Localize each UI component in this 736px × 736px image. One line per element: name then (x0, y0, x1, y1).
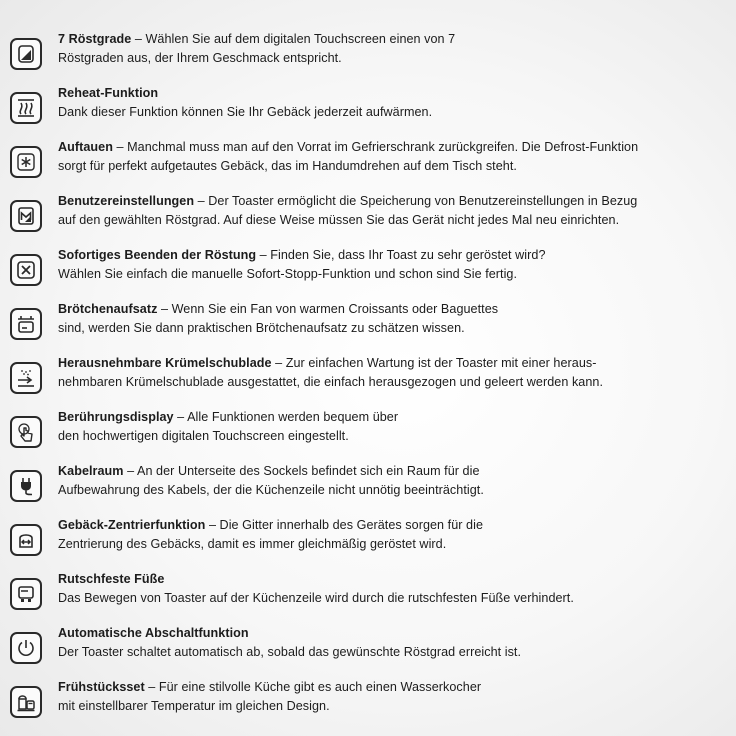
feature-item-fruehstuecksset (10, 678, 732, 724)
stop-x-icon (10, 254, 42, 286)
feature-text (58, 192, 734, 229)
feature-text (58, 462, 734, 499)
feature-text (58, 624, 734, 661)
feature-desc-line1: – Wählen Sie auf dem digitalen Touchscreen einen von 7 (131, 32, 456, 46)
feature-text (58, 570, 734, 607)
feature-desc-line2: nehmbaren Krümelschublade ausgestattet, die einfach herausgezogen und geleert werden kann. (58, 374, 603, 389)
feature-desc-line1: – Alle Funktionen werden bequem über (173, 410, 399, 424)
feature-desc-line1: – Manchmal muss man auf den Vorrat im Gefrierschrank zurückgreifen. Die Defrost-Funktion (112, 140, 639, 154)
feature-title: Reheat-Funktion (58, 86, 159, 100)
feature-item-beruehrungsdisplay (10, 408, 732, 454)
feature-text (58, 408, 734, 445)
feature-item-zentrierfunktion (10, 516, 732, 562)
feature-desc-line2: Wählen Sie einfach die manuelle Sofort-Stopp-Funktion und schon sind Sie fertig. (58, 266, 518, 281)
feature-item-benutzereinstellungen (10, 192, 732, 238)
feature-desc-line1: – Für eine stilvolle Küche gibt es auch einen Wasserkocher (144, 680, 482, 694)
feature-title: Sofortiges Beenden der Röstung (58, 248, 257, 262)
feature-title: Auftauen (58, 140, 113, 154)
toaster-feet-icon (10, 578, 42, 610)
auto-off-icon (10, 632, 42, 664)
feature-desc-line1: – Der Toaster ermöglicht die Speicherung von Benutzereinstellungen in Bezug (194, 194, 638, 208)
feature-desc-line2: Dank dieser Funktion können Sie Ihr Gebäck jederzeit aufwärmen. (58, 104, 433, 119)
feature-item-rutschfeste-fuesse (10, 570, 732, 616)
memory-icon (10, 200, 42, 232)
breakfast-set-icon (10, 686, 42, 718)
feature-item-kabelraum (10, 462, 732, 508)
feature-desc-line2: Der Toaster schaltet automatisch ab, sobald das gewünschte Röstgrad erreicht ist. (58, 644, 522, 659)
touch-hand-icon (10, 416, 42, 448)
feature-item-broetchenaufsatz (10, 300, 732, 346)
feature-text (58, 84, 734, 121)
feature-item-reheat (10, 84, 732, 130)
feature-title: Rutschfeste Füße (58, 572, 165, 586)
feature-text (58, 138, 734, 175)
feature-title: Automatische Abschaltfunktion (58, 626, 249, 640)
heat-waves-icon (10, 92, 42, 124)
feature-text (58, 354, 734, 391)
feature-desc-line2: auf den gewählten Röstgrad. Auf diese Weise müssen Sie das Gerät nicht jedes Mal neu einrichten. (58, 212, 620, 227)
feature-item-roestgrade (10, 30, 732, 76)
feature-title: Kabelraum (58, 464, 124, 478)
feature-item-auftauen (10, 138, 732, 184)
feature-item-abschaltfunktion (10, 624, 732, 670)
feature-desc-line2: Das Bewegen von Toaster auf der Küchenzeile wird durch die rutschfesten Füße verhindert. (58, 590, 574, 605)
toast-shade-icon (10, 38, 42, 70)
feature-desc-line1: – An der Unterseite des Sockels befindet sich ein Raum für die (123, 464, 480, 478)
feature-desc-line2: sorgt für perfekt aufgetautes Gebäck, das im Handumdrehen auf dem Tisch steht. (58, 158, 517, 173)
bun-warmer-icon (10, 308, 42, 340)
feature-title: Berührungsdisplay (58, 410, 174, 424)
feature-desc-line2: Zentrierung des Gebäcks, damit es immer gleichmäßig geröstet wird. (58, 536, 447, 551)
feature-desc-line2: mit einstellbarer Temperatur im gleichen Design. (58, 698, 330, 713)
feature-title: 7 Röstgrade (58, 32, 132, 46)
feature-text (58, 678, 734, 715)
feature-desc-line2: Aufbewahrung des Kabels, der die Küchenzeile nicht unnötig beeinträchtigt. (58, 482, 484, 497)
feature-desc-line1: – Finden Sie, dass Ihr Toast zu sehr geröstet wird? (256, 248, 546, 262)
feature-text (58, 300, 734, 337)
feature-desc-line1: – Wenn Sie ein Fan von warmen Croissants oder Baguettes (157, 302, 499, 316)
centering-arrows-icon (10, 524, 42, 556)
feature-text (58, 246, 734, 283)
feature-desc-line2: sind, werden Sie dann praktischen Brötchenaufsatz zu schätzen wissen. (58, 320, 465, 335)
feature-title: Herausnehmbare Krümelschublade (58, 356, 272, 370)
feature-desc-line2: den hochwertigen digitalen Touchscreen eingestellt. (58, 428, 349, 443)
feature-title: Benutzereinstellungen (58, 194, 195, 208)
crumb-tray-icon (10, 362, 42, 394)
feature-title: Gebäck-Zentrierfunktion (58, 518, 206, 532)
feature-title: Frühstücksset (58, 680, 145, 694)
feature-text (58, 30, 734, 67)
feature-desc-line1: – Die Gitter innerhalb des Gerätes sorgen für die (205, 518, 484, 532)
feature-title: Brötchenaufsatz (58, 302, 158, 316)
feature-item-kruemelschublade (10, 354, 732, 400)
feature-item-sofort-stopp (10, 246, 732, 292)
feature-desc-line1: – Zur einfachen Wartung ist der Toaster mit einer heraus- (271, 356, 597, 370)
feature-text (58, 516, 734, 553)
feature-desc-line2: Röstgraden aus, der Ihrem Geschmack entspricht. (58, 50, 342, 65)
snowflake-icon (10, 146, 42, 178)
power-plug-icon (10, 470, 42, 502)
